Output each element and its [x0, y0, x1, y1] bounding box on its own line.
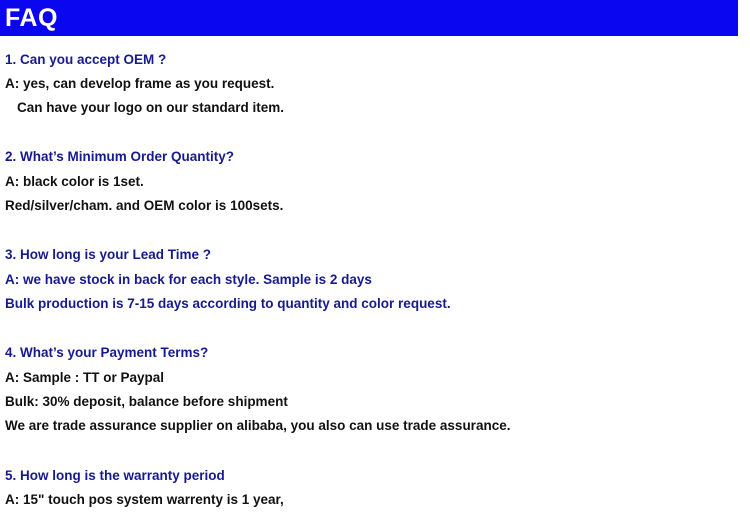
faq-question-2: 2. What’s Minimum Order Quantity?: [5, 149, 235, 164]
faq-answer-2-line-2: Red/silver/cham. and OEM color is 100sets.: [5, 198, 284, 213]
faq-answer-1-line-2: Can have your logo on our standard item.: [17, 100, 285, 115]
faq-question-3: 3. How long is your Lead Time ?: [5, 247, 212, 262]
faq-question-4: 4. What’s your Payment Terms?: [5, 345, 209, 360]
faq-answer-1-line-1: A: yes, can develop frame as you request.: [5, 76, 275, 91]
faq-answer-2-line-1: A: black color is 1set.: [5, 174, 144, 189]
faq-question-1: 1. Can you accept OEM ?: [5, 52, 167, 67]
faq-answer-4-line-3: We are trade assurance supplier on alibaba, you also can use trade assurance.: [5, 418, 511, 433]
faq-answer-4-line-2: Bulk: 30% deposit, balance before shipment: [5, 394, 288, 409]
faq-answer-3-line-1: A: we have stock in back for each style. Sample is 2 days: [5, 272, 372, 287]
faq-question-5: 5. How long is the warranty period: [5, 468, 225, 483]
faq-answer-5-line-1: A: 15" touch pos system warrenty is 1 year,: [5, 492, 284, 507]
page-title: FAQ: [5, 4, 58, 32]
faq-answer-3-line-2: Bulk production is 7-15 days according to quantity and color request.: [5, 296, 451, 311]
faq-header: [0, 0, 738, 36]
faq-answer-4-line-1: A: Sample : TT or Paypal: [5, 370, 165, 385]
